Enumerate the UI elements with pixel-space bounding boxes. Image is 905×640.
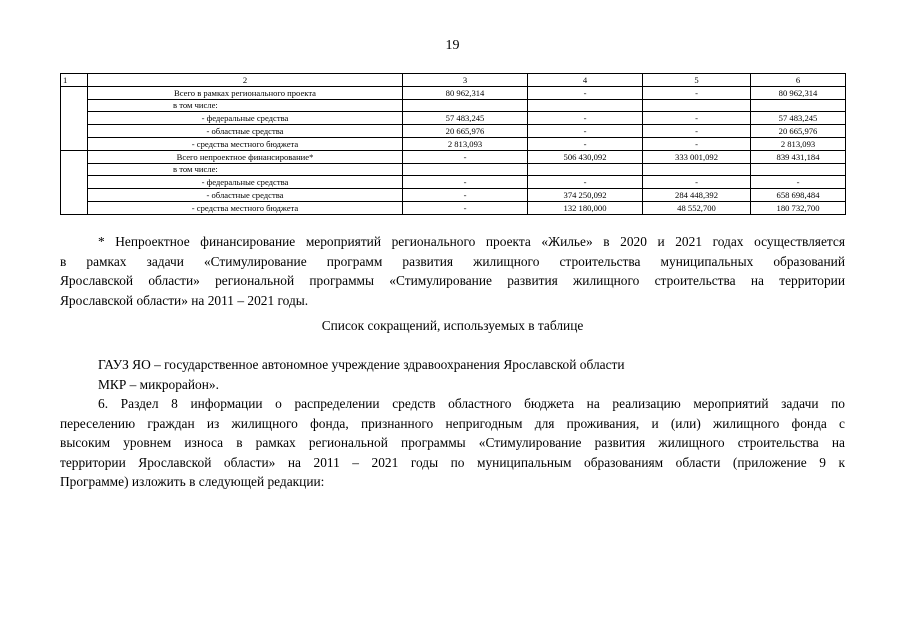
row-label: - федеральные средства [88,176,403,189]
value-cell: 57 483,245 [403,112,528,125]
footnote-paragraph [60,232,845,310]
value-cell: 180 732,700 [751,201,846,214]
value-cell: - [528,137,643,150]
value-cell: 20 665,976 [403,125,528,138]
header-cell: 2 [88,74,403,87]
value-cell [403,163,528,176]
row-label: в том числе: [88,99,403,112]
value-cell: - [403,176,528,189]
text-line: переселению граждан из жилищного фонда, признанного непригодным для проживания, и (или) жилищного фонда с [60,415,845,431]
value-cell [528,163,643,176]
table-row [61,112,846,125]
table-row [61,163,846,176]
group-cell [61,86,88,150]
financing-table [60,73,846,215]
value-cell: 333 001,092 [643,150,751,163]
value-cell: - [403,189,528,202]
value-cell: 48 552,700 [643,201,751,214]
value-cell: - [403,150,528,163]
value-cell: 2 813,093 [751,137,846,150]
value-cell: - [528,86,643,99]
text-line: в рамках задачи «Стимулирование программ развития жилищного строительства муниципальных образований [60,253,845,269]
value-cell: 658 698,484 [751,189,846,202]
text-line: высоким уровнем износа в рамках региональной программы «Стимулирование развития жилищного строительства на [60,435,845,450]
header-cell: 5 [643,74,751,87]
header-cell: 6 [751,74,846,87]
text-line: Ярославской области» региональной программы «Стимулирование развития жилищного строительства на территории [60,273,845,288]
value-cell [528,99,643,112]
value-cell: - [528,176,643,189]
header-cell: 4 [528,74,643,87]
group-cell [61,150,88,214]
header-cell: 3 [403,74,528,87]
row-label: в том числе: [88,163,403,176]
value-cell: - [643,137,751,150]
row-label: Всего непроектное финансирование* [88,150,403,163]
row-label: - областные средства [88,125,403,138]
table-row [61,99,846,112]
abbreviations-title: Список сокращений, используемых в таблице [321,318,584,333]
value-cell: 2 813,093 [403,137,528,150]
value-cell: - [643,176,751,189]
value-cell: 20 665,976 [751,125,846,138]
table-row [61,150,846,163]
abbreviations-list [60,355,845,394]
value-cell: - [528,125,643,138]
value-cell: - [643,86,751,99]
row-label: - федеральные средства [88,112,403,125]
text-line: МКР – микрорайон». [98,376,219,392]
table-row [61,86,846,99]
value-cell [643,163,751,176]
value-cell: - [403,201,528,214]
value-cell: 80 962,314 [751,86,846,99]
row-label: Всего в рамках регионального проекта [88,86,403,99]
value-cell: 80 962,314 [403,86,528,99]
value-cell: - [751,176,846,189]
page-number: 19 [445,38,460,53]
value-cell [643,99,751,112]
row-label: - средства местного бюджета [88,137,403,150]
table-row [61,125,846,138]
value-cell: 374 250,092 [528,189,643,202]
item-6-paragraph [60,394,845,492]
text-line: территории Ярославской области» на 2011 – 2021 годы по муниципальным образованиям области (приложение 9 к [60,454,845,470]
value-cell: 839 431,184 [751,150,846,163]
text-line: Программе) изложить в следующей редакции: [60,474,325,489]
text-line: * Непроектное финансирование мероприятий регионального проекта «Жилье» в 2020 и 2021 годах осуществляется [98,234,845,249]
text-line: ГАУЗ ЯО – государственное автономное учреждение здравоохранения Ярославской области [98,357,625,372]
value-cell: 57 483,245 [751,112,846,125]
row-label: - областные средства [88,189,403,202]
value-cell: - [643,125,751,138]
value-cell: - [528,112,643,125]
text-line: Ярославской области» на 2011 – 2021 годы. [60,292,309,308]
table-row [61,189,846,202]
header-cell: 1 [61,74,88,87]
value-cell [403,99,528,112]
value-cell: - [643,112,751,125]
value-cell [751,163,846,176]
value-cell: 506 430,092 [528,150,643,163]
text-line: 6. Раздел 8 информации о распределении средств областного бюджета на реализацию мероприятий задачи по [98,396,845,411]
table-row [61,137,846,150]
value-cell: 132 180,000 [528,201,643,214]
row-label: - средства местного бюджета [88,201,403,214]
value-cell [751,99,846,112]
table-row [61,176,846,189]
value-cell: 284 448,392 [643,189,751,202]
table-header-row [61,74,846,87]
table-row [61,201,846,214]
